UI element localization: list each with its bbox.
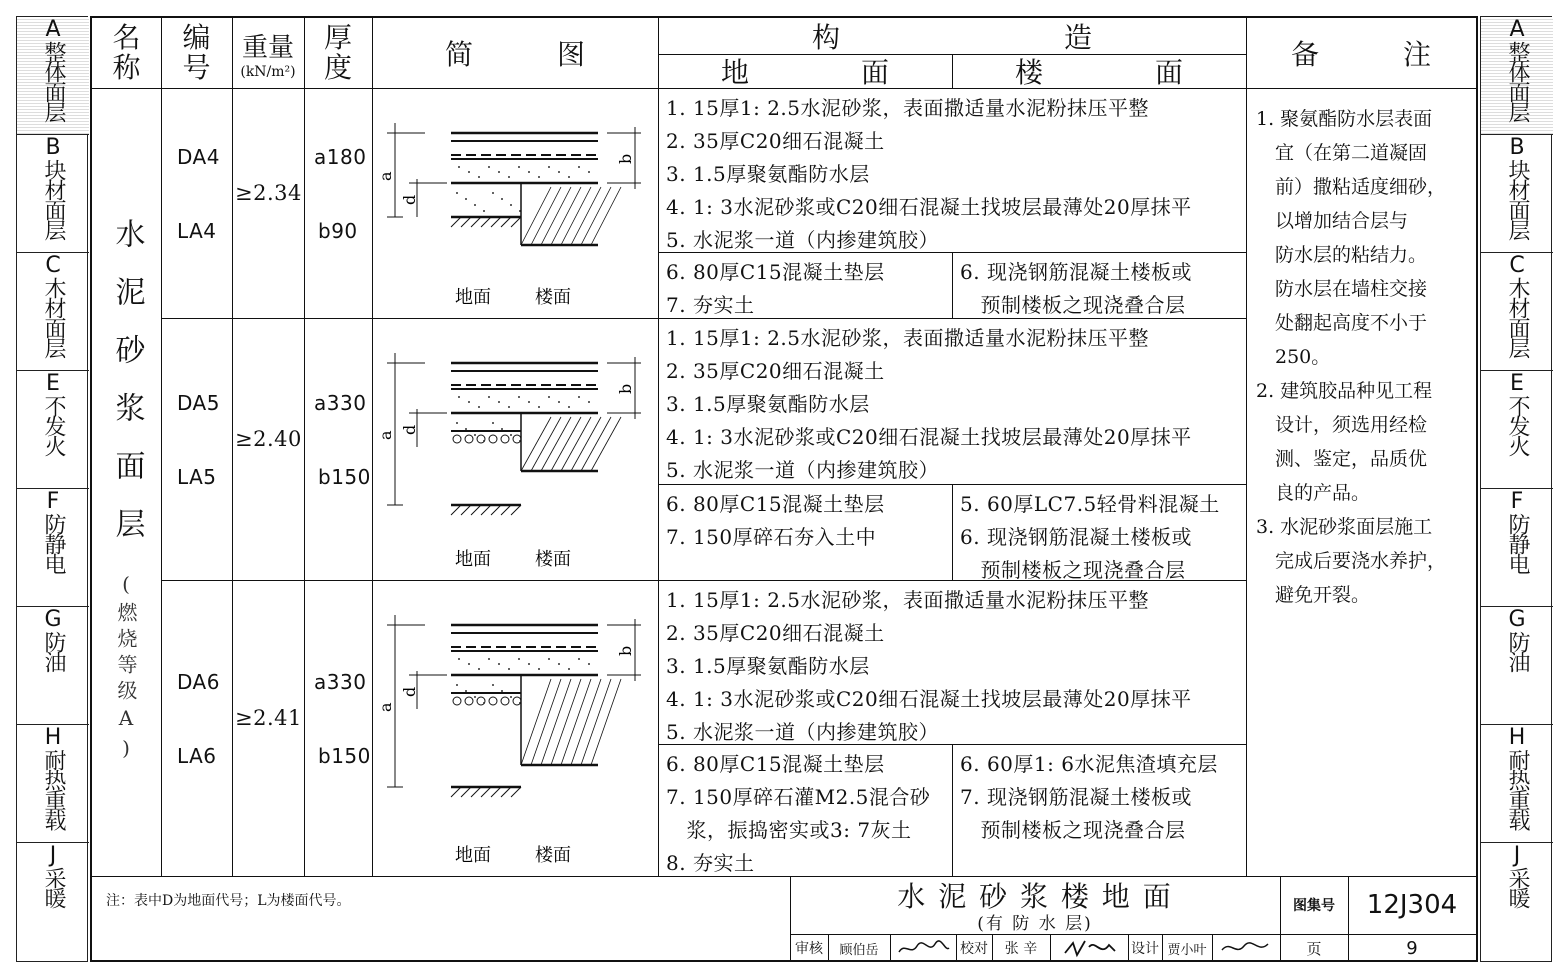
side-tab-letter: H bbox=[1508, 725, 1526, 750]
svg-text:b: b bbox=[616, 153, 635, 164]
header-thickness: 厚度 bbox=[323, 21, 352, 84]
page-number: 9 bbox=[1406, 937, 1418, 959]
group-name-cell bbox=[92, 88, 161, 876]
construction-ground-line: 7. 夯实土 bbox=[666, 293, 755, 317]
designer-name: 贾小叶 bbox=[1167, 942, 1207, 958]
construction-ground-line: 7. 150厚碎石夯入土中 bbox=[666, 525, 877, 549]
code-floor: LA4 bbox=[177, 219, 217, 243]
reviewer-name: 顾伯岳 bbox=[839, 942, 879, 958]
construction-common-line: 4. 1: 3水泥砂浆或C20细石混凝土找坡层最薄处20厚抹平 bbox=[666, 195, 1192, 219]
side-tab-text: 木材面层 bbox=[41, 277, 66, 357]
svg-text:b: b bbox=[616, 383, 635, 394]
construction-ground-line: 6. 80厚C15混凝土垫层 bbox=[666, 752, 885, 776]
header-ground: 地 面 bbox=[720, 56, 889, 89]
svg-text:地面: 地面 bbox=[455, 549, 491, 570]
construction-ground-line: 浆，振捣密实或3: 7灰土 bbox=[666, 818, 912, 842]
construction-floor-line: 7. 现浇钢筋混凝土楼板或 bbox=[960, 785, 1192, 809]
side-tab-letter: F bbox=[1510, 489, 1524, 514]
side-tab-g[interactable] bbox=[1481, 607, 1553, 725]
side-tab-j[interactable] bbox=[1481, 843, 1553, 963]
thickness-a: a180 bbox=[314, 145, 367, 169]
group-name: 水泥砂浆面层 bbox=[109, 218, 145, 566]
side-tab-letter: B bbox=[1509, 135, 1525, 160]
construction-common-line: 3. 1.5厚聚氨酯防水层 bbox=[666, 654, 870, 678]
construction-floor-line: 6. 现浇钢筋混凝土楼板或 bbox=[960, 260, 1192, 284]
drawing-title: 水 泥 砂 浆 楼 地 面 bbox=[897, 880, 1173, 913]
review-label: 审核 bbox=[795, 941, 823, 957]
side-tab-letter: J bbox=[49, 843, 57, 868]
side-tab-text: 整体面层 bbox=[1505, 41, 1530, 121]
side-tab-text: 防油 bbox=[1505, 631, 1530, 671]
construction-common-line: 5. 水泥浆一道（内掺建筑胶） bbox=[666, 720, 939, 744]
construction-common-line: 4. 1: 3水泥砂浆或C20细石混凝土找坡层最薄处20厚抹平 bbox=[666, 425, 1192, 449]
design-label: 设计 bbox=[1131, 941, 1159, 957]
construction-common-line: 2. 35厚C20细石混凝土 bbox=[666, 129, 885, 153]
side-tab-h[interactable] bbox=[1481, 725, 1553, 843]
weight-value: ≥2.40 bbox=[235, 427, 302, 451]
svg-text:d: d bbox=[400, 424, 419, 435]
atlas-number: 12J304 bbox=[1366, 890, 1458, 920]
weight-value: ≥2.34 bbox=[235, 181, 302, 205]
side-tab-letter: G bbox=[1508, 607, 1526, 632]
side-tab-text: 防静电 bbox=[41, 513, 66, 573]
side-tab-text: 采暖 bbox=[1505, 867, 1530, 907]
code-ground: DA4 bbox=[177, 145, 220, 169]
thickness-b: b150 bbox=[318, 744, 371, 768]
construction-common-line: 3. 1.5厚聚氨酯防水层 bbox=[666, 392, 870, 416]
header-name: 名称 bbox=[112, 21, 141, 84]
construction-ground-line: 7. 150厚碎石灌M2.5混合砂 bbox=[666, 785, 931, 809]
footnote: 注：表中D为地面代号；L为楼面代号。 bbox=[106, 893, 351, 909]
side-tab-text: 不发火 bbox=[1505, 395, 1530, 455]
construction-floor-line: 预制楼板之现浇叠合层 bbox=[960, 558, 1186, 582]
header-weight: 重量 (kN/m²) bbox=[240, 32, 296, 80]
thickness-b: b150 bbox=[318, 465, 371, 489]
reviewer-signature bbox=[890, 934, 956, 962]
remarks-text: 1. 聚氨酯防水层表面 宜（在第二道凝固 前）撒粘适度细砂， 以增加结合层与 防水层的粘结力。 防水层在墙柱交接 处翻起高度不小于 250。 2. 建筑胶品种见工程 设计，须选用经检 测、鉴定，品质优 良的产品。 3. 水泥砂浆面层施工 完成后要浇水养护， 避免开裂。 bbox=[1256, 108, 1447, 606]
side-tab-text: 防油 bbox=[41, 631, 66, 671]
side-tab-text: 整体面层 bbox=[41, 41, 66, 121]
group-name-sub: (燃烧等级A) bbox=[114, 572, 138, 766]
svg-text:楼面: 楼面 bbox=[535, 845, 571, 866]
section-diagram bbox=[373, 581, 659, 875]
side-tab-text: 块材面层 bbox=[41, 159, 66, 239]
side-tab-text: 采暖 bbox=[41, 867, 66, 907]
construction-floor-line: 5. 60厚LC7.5轻骨料混凝土 bbox=[960, 492, 1220, 516]
svg-text:a: a bbox=[376, 430, 395, 440]
spec-table bbox=[90, 16, 1478, 962]
svg-text:d: d bbox=[400, 686, 419, 697]
page-label: 页 bbox=[1306, 939, 1322, 958]
designer-signature bbox=[1212, 934, 1280, 962]
svg-text:地面: 地面 bbox=[455, 287, 491, 308]
section-diagram bbox=[373, 89, 659, 317]
checker-signature bbox=[1050, 934, 1128, 962]
construction-floor-line: 预制楼板之现浇叠合层 bbox=[960, 293, 1186, 317]
checker-name: 张 辛 bbox=[1004, 941, 1038, 957]
construction-common-line: 2. 35厚C20细石混凝土 bbox=[666, 621, 885, 645]
construction-floor-line: 6. 现浇钢筋混凝土楼板或 bbox=[960, 525, 1192, 549]
section-diagram bbox=[373, 319, 659, 579]
code-ground: DA5 bbox=[177, 391, 220, 415]
side-tab-text: 不发火 bbox=[41, 395, 66, 455]
side-tab-f[interactable] bbox=[17, 489, 89, 607]
side-tab-text: 防静电 bbox=[1505, 513, 1530, 573]
construction-ground-line: 8. 夯实土 bbox=[666, 851, 755, 875]
construction-floor-line: 预制楼板之现浇叠合层 bbox=[960, 818, 1186, 842]
header-diagram: 简 图 bbox=[444, 38, 585, 71]
side-tab-a[interactable] bbox=[1481, 17, 1553, 135]
construction-floor-line: 6. 60厚1: 6水泥焦渣填充层 bbox=[960, 752, 1218, 776]
side-tab-letter: C bbox=[1509, 253, 1525, 278]
svg-text:楼面: 楼面 bbox=[535, 287, 571, 308]
svg-text:a: a bbox=[376, 171, 395, 181]
header-remarks: 备 注 bbox=[1290, 38, 1431, 71]
construction-common-line: 1. 15厚1: 2.5水泥砂浆，表面撒适量水泥粉抹压平整 bbox=[666, 326, 1150, 350]
side-tab-letter: J bbox=[1513, 843, 1521, 868]
side-tab-c[interactable] bbox=[1481, 253, 1553, 371]
side-tab-text: 块材面层 bbox=[1505, 159, 1530, 239]
construction-common-line: 4. 1: 3水泥砂浆或C20细石混凝土找坡层最薄处20厚抹平 bbox=[666, 687, 1192, 711]
side-tab-letter: C bbox=[45, 253, 61, 278]
code-floor: LA5 bbox=[177, 465, 217, 489]
construction-common-line: 2. 35厚C20细石混凝土 bbox=[666, 359, 885, 383]
construction-ground-line: 6. 80厚C15混凝土垫层 bbox=[666, 260, 885, 284]
header-code: 编号 bbox=[182, 21, 211, 84]
svg-text:楼面: 楼面 bbox=[535, 549, 571, 570]
side-tab-text: 木材面层 bbox=[1505, 277, 1530, 357]
side-tab-letter: E bbox=[1510, 371, 1524, 396]
weight-value: ≥2.41 bbox=[235, 706, 302, 730]
construction-ground-line: 6. 80厚C15混凝土垫层 bbox=[666, 492, 885, 516]
check-label: 校对 bbox=[960, 941, 988, 957]
side-tab-letter: A bbox=[45, 17, 61, 42]
side-tab-b[interactable] bbox=[1481, 135, 1553, 253]
right-side-tabs bbox=[1480, 16, 1552, 962]
svg-text:b: b bbox=[616, 645, 635, 656]
side-tab-text: 耐热重载 bbox=[41, 749, 66, 829]
code-floor: LA6 bbox=[177, 744, 217, 768]
thickness-a: a330 bbox=[314, 391, 367, 415]
drawing-subtitle: (有 防 水 层) bbox=[977, 913, 1093, 934]
svg-text:地面: 地面 bbox=[455, 845, 491, 866]
side-tab-letter: F bbox=[46, 489, 60, 514]
side-tab-letter: H bbox=[44, 725, 62, 750]
side-tab-letter: E bbox=[46, 371, 60, 396]
side-tab-e[interactable] bbox=[17, 371, 89, 489]
side-tab-text: 耐热重载 bbox=[1505, 749, 1530, 829]
side-tab-a[interactable] bbox=[17, 17, 89, 135]
header-floor: 楼 面 bbox=[1014, 56, 1183, 89]
side-tab-f[interactable] bbox=[1481, 489, 1553, 607]
construction-common-line: 1. 15厚1: 2.5水泥砂浆，表面撒适量水泥粉抹压平整 bbox=[666, 96, 1150, 120]
side-tab-letter: B bbox=[45, 135, 61, 160]
atlas-label: 图集号 bbox=[1293, 898, 1335, 914]
side-tab-h[interactable] bbox=[17, 725, 89, 843]
code-ground: DA6 bbox=[177, 670, 220, 694]
side-tab-c[interactable] bbox=[17, 253, 89, 371]
construction-common-line: 3. 1.5厚聚氨酯防水层 bbox=[666, 162, 870, 186]
left-side-tabs bbox=[16, 16, 88, 962]
svg-text:a: a bbox=[376, 702, 395, 712]
side-tab-letter: A bbox=[1509, 17, 1525, 42]
header-construction: 构 造 bbox=[811, 21, 1092, 54]
thickness-b: b90 bbox=[318, 219, 358, 243]
side-tab-e[interactable] bbox=[1481, 371, 1553, 489]
construction-common-line: 5. 水泥浆一道（内掺建筑胶） bbox=[666, 228, 939, 252]
construction-common-line: 5. 水泥浆一道（内掺建筑胶） bbox=[666, 458, 939, 482]
side-tab-g[interactable] bbox=[17, 607, 89, 725]
construction-common-line: 1. 15厚1: 2.5水泥砂浆，表面撒适量水泥粉抹压平整 bbox=[666, 588, 1150, 612]
side-tab-b[interactable] bbox=[17, 135, 89, 253]
side-tab-j[interactable] bbox=[17, 843, 89, 963]
side-tab-letter: G bbox=[44, 607, 62, 632]
svg-text:d: d bbox=[400, 194, 419, 205]
thickness-a: a330 bbox=[314, 670, 367, 694]
